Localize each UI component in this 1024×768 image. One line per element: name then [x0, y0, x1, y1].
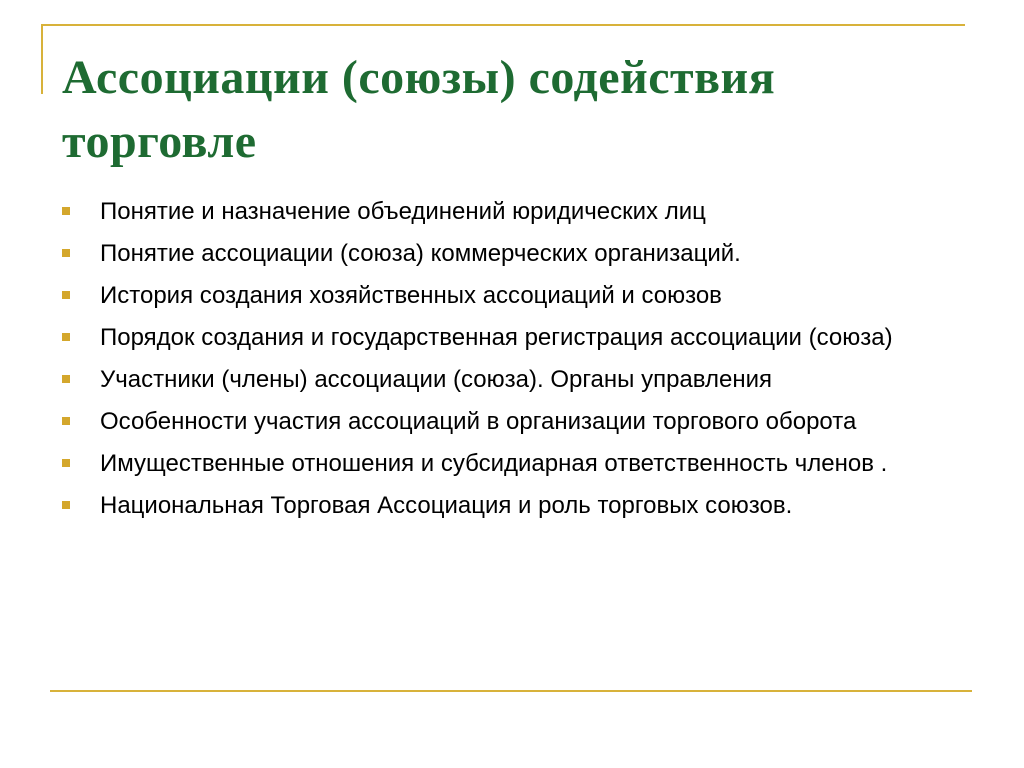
- square-bullet-icon: [62, 207, 70, 215]
- square-bullet-icon: [62, 417, 70, 425]
- bullet-item: [62, 195, 962, 228]
- bullet-text: Понятие ассоциации (союза) коммерческих организаций.: [100, 240, 741, 267]
- bottom-divider: [50, 690, 972, 692]
- bullet-item: [62, 363, 962, 396]
- bullet-item: [62, 321, 962, 354]
- slide-title: Ассоциации (союзы) содействия торговле: [62, 51, 776, 168]
- bullet-text: Национальная Торговая Ассоциация и роль торговых союзов.: [100, 492, 793, 519]
- square-bullet-icon: [62, 501, 70, 509]
- left-divider: [41, 24, 43, 94]
- bullet-text: Понятие и назначение объединений юридических лиц: [100, 198, 706, 225]
- square-bullet-icon: [62, 333, 70, 341]
- bullet-text: История создания хозяйственных ассоциаций и союзов: [100, 282, 722, 309]
- bullet-item: [62, 279, 962, 312]
- square-bullet-icon: [62, 375, 70, 383]
- bullet-text: Порядок создания и государственная регистрация ассоциации (союза): [100, 324, 893, 351]
- square-bullet-icon: [62, 249, 70, 257]
- square-bullet-icon: [62, 459, 70, 467]
- bullet-text: Участники (члены) ассоциации (союза). Органы управления: [100, 366, 772, 393]
- bullet-item: [62, 405, 962, 438]
- square-bullet-icon: [62, 291, 70, 299]
- top-divider: [41, 24, 965, 26]
- bullet-item: [62, 489, 962, 522]
- bullet-item: [62, 237, 962, 270]
- bullet-list: [62, 195, 962, 531]
- bullet-item: [62, 447, 962, 480]
- bullet-text: Имущественные отношения и субсидиарная ответственность членов .: [100, 450, 888, 477]
- bullet-text: Особенности участия ассоциаций в организации торгового оборота: [100, 408, 857, 435]
